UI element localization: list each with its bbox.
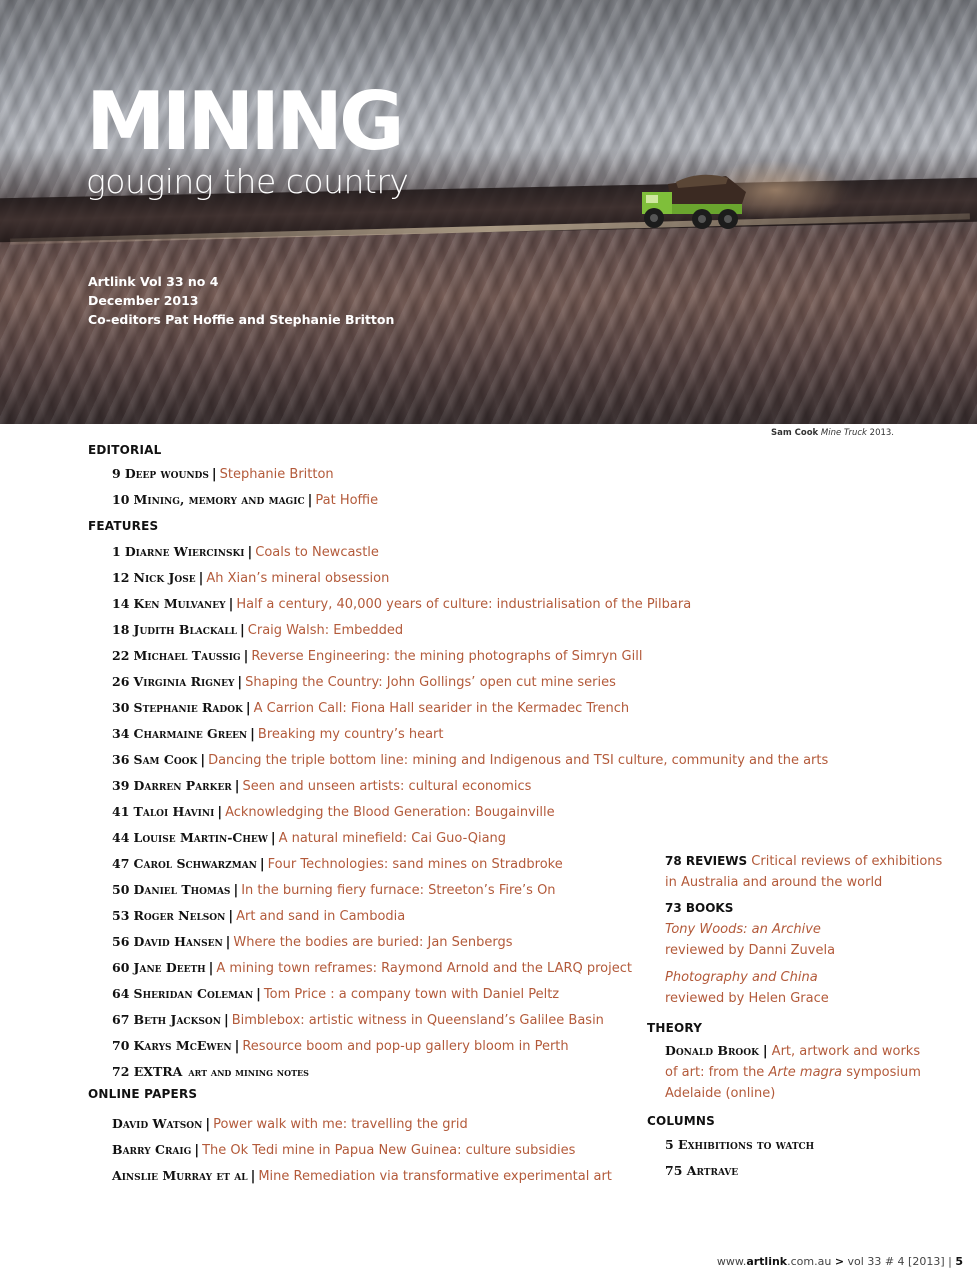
toc-entry[interactable]: David Watson | Power walk with me: travelling the grid — [112, 1116, 468, 1132]
reviews-heading: 78 REVIEWS — [665, 854, 748, 868]
theory-author: Donald Brook — [665, 1043, 759, 1058]
entry-number: 41 — [112, 804, 130, 819]
entry-title[interactable]: The Ok Tedi mine in Papua New Guinea: culture subsidies — [202, 1143, 576, 1158]
book-item[interactable] — [665, 919, 945, 961]
entry-author: Jane Deeth — [133, 960, 206, 975]
caption-work: Mine Truck — [820, 428, 867, 438]
entry-author: Karys McEwen — [133, 1038, 232, 1053]
entry-author: Taloi Havini — [133, 804, 215, 819]
entry-number: 67 — [112, 1012, 130, 1027]
toc-entry[interactable]: 22 Michael Taussig | Reverse Engineering: the mining photographs of Simryn Gill — [112, 648, 643, 664]
entry-number: 22 — [112, 648, 130, 663]
books-heading: 73 BOOKS — [665, 901, 734, 915]
reviews-desc-2: in Australia and around the world — [665, 875, 883, 890]
toc-entry[interactable]: 12 Nick Jose | Ah Xian’s mineral obsession — [112, 570, 390, 586]
toc-entry[interactable]: 41 Taloi Havini | Acknowledging the Blood Generation: Bougainville — [112, 804, 555, 820]
entry-title[interactable]: A natural minefield: Cai Guo-Qiang — [278, 831, 507, 846]
entry-number: 26 — [112, 674, 130, 689]
page-number: 5 — [955, 1255, 963, 1268]
column-label: 5 Exhibitions to watch — [665, 1137, 815, 1152]
column-label: 75 Artrave — [665, 1163, 739, 1178]
entry-title[interactable]: Mine Remediation via transformative experimental art — [258, 1169, 612, 1184]
mine-truck-icon — [628, 170, 758, 230]
entry-title[interactable]: Power walk with me: travelling the grid — [213, 1117, 468, 1132]
toc-entry[interactable]: 9 Deep wounds | Stephanie Britton — [112, 466, 334, 482]
entry-number: 9 — [112, 466, 121, 481]
theory-line-2b: Arte magra — [768, 1065, 843, 1080]
entry-author: Charmaine Green — [133, 726, 248, 741]
entry-number: 30 — [112, 700, 130, 715]
issue-volume: Artlink Vol 33 no 4 — [88, 274, 219, 289]
toc-entry[interactable]: 53 Roger Nelson | Art and sand in Cambodia — [112, 908, 406, 924]
entry-title[interactable]: Resource boom and pop-up gallery bloom in Perth — [242, 1039, 569, 1054]
entry-number: 50 — [112, 882, 130, 897]
toc-entry[interactable]: 34 Charmaine Green | Breaking my country’s heart — [112, 726, 444, 742]
book-item[interactable] — [665, 967, 945, 1009]
footer-issue: vol 33 # 4 [2013] — [847, 1255, 945, 1268]
toc-entry[interactable]: 39 Darren Parker | Seen and unseen artists: cultural economics — [112, 778, 532, 794]
entry-author: Ken Mulvaney — [133, 596, 226, 611]
entry-author: Mining, memory and magic — [133, 492, 305, 507]
entry-title[interactable]: Ah Xian’s mineral obsession — [206, 571, 390, 586]
entry-author: Ainslie Murray et al — [112, 1168, 248, 1183]
entry-title[interactable]: Shaping the Country: John Gollings’ open cut mine series — [245, 675, 616, 690]
entry-author: Stephanie Radok — [133, 700, 243, 715]
theory-line-3: Adelaide (online) — [665, 1086, 776, 1101]
entry-author: Diarne Wiercinski — [124, 544, 245, 559]
section-online-papers: ONLINE PAPERS — [88, 1087, 198, 1101]
entry-author: Carol Schwarzman — [133, 856, 257, 871]
entry-title[interactable]: A mining town reframes: Raymond Arnold and the LARQ project — [216, 961, 632, 976]
theory-line-1: Art, artwork and works — [771, 1044, 921, 1059]
toc-entry[interactable]: 26 Virginia Rigney | Shaping the Country: John Gollings’ open cut mine series — [112, 674, 616, 690]
toc-entry[interactable]: 36 Sam Cook | Dancing the triple bottom line: mining and Indigenous and TSI culture, community and the arts — [112, 752, 829, 768]
entry-note: art and mining notes — [188, 1066, 309, 1079]
entry-number: 10 — [112, 492, 130, 507]
toc-entry[interactable]: 50 Daniel Thomas | In the burning fiery furnace: Streeton’s Fire’s On — [112, 882, 556, 898]
cover-photo — [0, 0, 977, 424]
entry-title[interactable]: Art and sand in Cambodia — [236, 909, 406, 924]
entry-number: 39 — [112, 778, 130, 793]
toc-entry[interactable]: 64 Sheridan Coleman | Tom Price : a company town with Daniel Peltz — [112, 986, 560, 1002]
entry-title[interactable]: In the burning fiery furnace: Streeton’s Fire’s On — [241, 883, 556, 898]
entry-number: 12 — [112, 570, 130, 585]
entry-title[interactable]: Acknowledging the Blood Generation: Bougainville — [225, 805, 555, 820]
entry-title[interactable]: Coals to Newcastle — [255, 545, 379, 560]
entry-number: 70 — [112, 1038, 130, 1053]
reviews-block[interactable] — [665, 851, 945, 893]
theory-line-2c: symposium — [846, 1065, 921, 1080]
toc-entry[interactable]: 60 Jane Deeth | A mining town reframes: Raymond Arnold and the LARQ project — [112, 960, 632, 976]
book-reviewer: reviewed by Danni Zuvela — [665, 943, 836, 958]
book-title: Tony Woods: an Archive — [665, 922, 821, 937]
entry-title[interactable]: Bimblebox: artistic witness in Queensland’s Galilee Basin — [231, 1013, 604, 1028]
issue-date: December 2013 — [88, 293, 199, 308]
entry-author: Beth Jackson — [133, 1012, 221, 1027]
entry-number: 36 — [112, 752, 130, 767]
section-editorial: EDITORIAL — [88, 443, 162, 457]
entry-title[interactable]: Breaking my country’s heart — [257, 727, 444, 742]
entry-number: 72 EXTRA — [112, 1064, 183, 1079]
entry-author: Sam Cook — [133, 752, 198, 767]
entry-title[interactable]: Half a century, 40,000 years of culture: industrialisation of the Pilbara — [236, 597, 692, 612]
theory-block[interactable]: Donald Brook | Art, artwork and works of art: from the Arte magra symposium Adelaide (online) — [665, 1040, 945, 1104]
entry-title[interactable]: Seen and unseen artists: cultural economics — [242, 779, 532, 794]
toc-entry[interactable]: 67 Beth Jackson | Bimblebox: artistic witness in Queensland’s Galilee Basin — [112, 1012, 604, 1028]
section-columns: COLUMNS — [647, 1114, 715, 1128]
entry-title[interactable]: Where the bodies are buried: Jan Senbergs — [233, 935, 513, 950]
entry-number: 64 — [112, 986, 130, 1001]
entry-author: Sheridan Coleman — [133, 986, 254, 1001]
entry-number: 1 — [112, 544, 121, 559]
page-subtitle: gouging the country — [86, 162, 409, 201]
book-title: Photography and China — [665, 970, 818, 985]
books-block — [665, 898, 945, 919]
entry-number: 53 — [112, 908, 130, 923]
footer-arrow-icon: > — [834, 1255, 845, 1268]
entry-author: Barry Craig — [112, 1142, 192, 1157]
toc-entry[interactable]: 47 Carol Schwarzman | Four Technologies: sand mines on Stradbroke — [112, 856, 563, 872]
section-features: FEATURES — [88, 519, 159, 533]
page-title: MINING — [86, 75, 401, 168]
footer-url[interactable]: www.artlink.com.au — [716, 1255, 832, 1268]
entry-number: 60 — [112, 960, 130, 975]
entry-author: Nick Jose — [133, 570, 196, 585]
toc-entry[interactable]: 1 Diarne Wiercinski | Coals to Newcastle — [112, 544, 379, 560]
toc-entry-extra[interactable] — [112, 1063, 309, 1082]
section-theory: THEORY — [647, 1021, 703, 1035]
photo-caption — [771, 427, 894, 439]
entry-author: Michael Taussig — [133, 648, 241, 663]
caption-year: 2013. — [869, 428, 894, 438]
entry-title[interactable]: Four Technologies: sand mines on Stradbroke — [267, 857, 563, 872]
toc-entry[interactable]: 10 Mining, memory and magic | Pat Hoffie — [112, 492, 379, 508]
entry-title[interactable]: Pat Hoffie — [315, 493, 379, 508]
entry-author: Darren Parker — [133, 778, 232, 793]
issue-info — [88, 272, 488, 329]
entry-author: Daniel Thomas — [133, 882, 231, 897]
entry-author: David Hansen — [133, 934, 223, 949]
entry-number: 47 — [112, 856, 130, 871]
entry-author: Virginia Rigney — [133, 674, 235, 689]
entry-number: 44 — [112, 830, 130, 845]
footer-divider: | — [948, 1255, 952, 1268]
theory-line-2a: of art: from the — [665, 1065, 765, 1080]
toc-entry[interactable]: 18 Judith Blackall | Craig Walsh: Embedded — [112, 622, 404, 638]
column-item[interactable] — [665, 1162, 738, 1181]
toc-entry[interactable]: 44 Louise Martin-Chew | A natural minefield: Cai Guo-Qiang — [112, 830, 507, 846]
entry-author: Judith Blackall — [133, 622, 238, 637]
entry-number: 14 — [112, 596, 130, 611]
entry-author: Deep wounds — [124, 466, 209, 481]
page-footer — [717, 1255, 963, 1268]
entry-title[interactable]: Reverse Engineering: the mining photographs of Simryn Gill — [251, 649, 643, 664]
toc-entry[interactable]: Ainslie Murray et al | Mine Remediation via transformative experimental art — [112, 1168, 612, 1184]
entry-author: David Watson — [112, 1116, 203, 1131]
entry-author: Louise Martin-Chew — [133, 830, 268, 845]
issue-editors: Co-editors Pat Hoffie and Stephanie Britton — [88, 312, 395, 327]
toc-entry[interactable]: 56 David Hansen | Where the bodies are buried: Jan Senbergs — [112, 934, 513, 950]
book-reviewer: reviewed by Helen Grace — [665, 991, 829, 1006]
caption-author: Sam Cook — [770, 428, 819, 438]
entry-number: 18 — [112, 622, 130, 637]
entry-title[interactable]: A Carrion Call: Fiona Hall searider in the Kermadec Trench — [253, 701, 630, 716]
toc-entry[interactable]: Barry Craig | The Ok Tedi mine in Papua New Guinea: culture subsidies — [112, 1142, 576, 1158]
entry-title[interactable]: Stephanie Britton — [219, 467, 334, 482]
entry-title[interactable]: Dancing the triple bottom line: mining and Indigenous and TSI culture, community and the arts — [208, 753, 829, 768]
column-item[interactable] — [665, 1136, 814, 1155]
entry-number: 56 — [112, 934, 130, 949]
entry-title[interactable]: Tom Price : a company town with Daniel Peltz — [263, 987, 560, 1002]
entry-author: Roger Nelson — [133, 908, 226, 923]
entry-title[interactable]: Craig Walsh: Embedded — [247, 623, 404, 638]
entry-number: 34 — [112, 726, 130, 741]
toc-entry[interactable]: 70 Karys McEwen | Resource boom and pop-up gallery bloom in Perth — [112, 1038, 569, 1054]
reviews-desc-1: Critical reviews of exhibitions — [751, 854, 943, 869]
toc-entry[interactable]: 30 Stephanie Radok | A Carrion Call: Fiona Hall searider in the Kermadec Trench — [112, 700, 630, 716]
toc-entry[interactable]: 14 Ken Mulvaney | Half a century, 40,000 years of culture: industrialisation of the Pilbara — [112, 596, 692, 612]
